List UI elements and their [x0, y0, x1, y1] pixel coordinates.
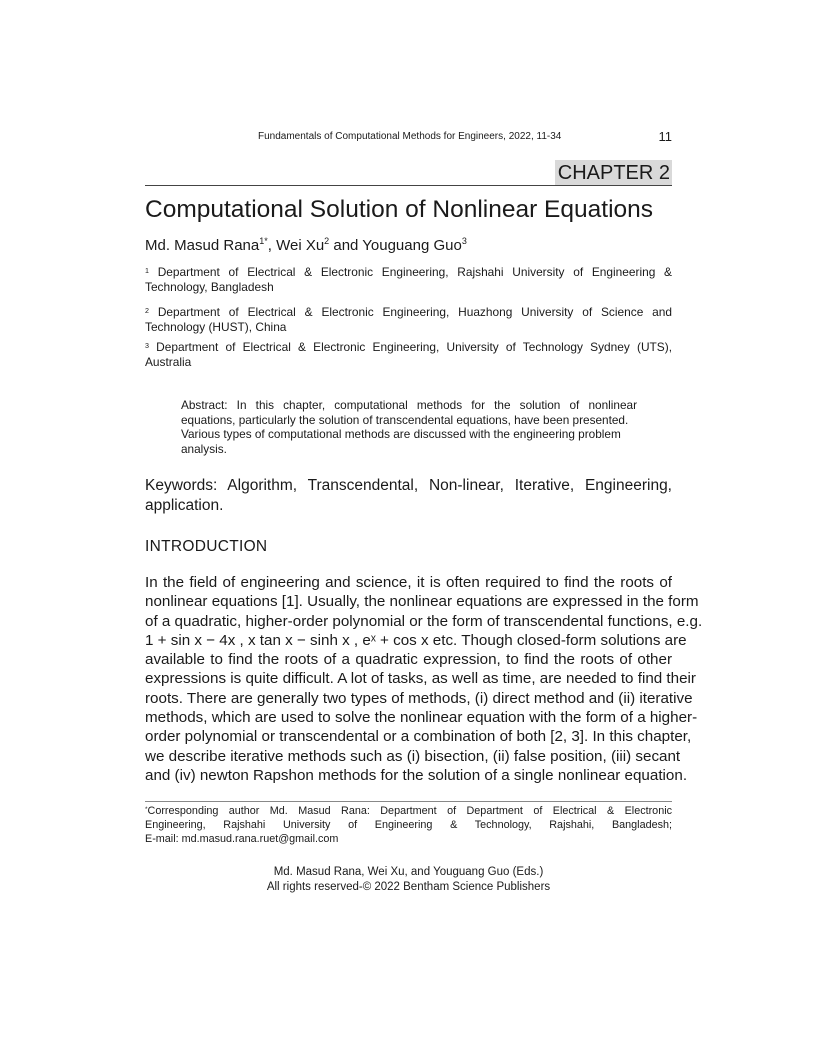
body-line: nonlinear equations [1]. Usually, the nonlinear equations are expressed in the form: [145, 593, 699, 611]
author-sup: 3: [461, 236, 467, 246]
abstract-line: Various types of computational methods are discussed with the engineering problem: [181, 427, 621, 441]
rights-line: All rights reserved-© 2022 Bentham Science Publishers: [266, 881, 551, 893]
footnote-line: E-mail: md.masud.rana.ruet@gmail.com: [145, 833, 339, 845]
publisher-footer: [145, 865, 672, 895]
author-name: Wei Xu: [276, 237, 325, 254]
header-rule: [145, 185, 672, 186]
keywords: [145, 476, 672, 516]
affiliation-sup: 3: [145, 342, 149, 350]
abstract: [181, 398, 637, 456]
body-paragraph: [145, 573, 703, 785]
body-line: order polynomial or transcendental or a combination of both [2, 3]. In this chapter,: [145, 728, 692, 746]
body-line: we describe iterative methods such as (i) bisection, (ii) false position, (iii) secant: [145, 747, 681, 765]
body-line: of a quadratic, higher-order polynomial or the form of transcendental functions, e.g.: [145, 612, 703, 630]
abstract-line: analysis.: [181, 441, 227, 456]
body-line: and (iv) newton Rapshon methods for the solution of a single nonlinear equation.: [145, 766, 688, 784]
affiliation-text: Technology (HUST), China: [145, 320, 287, 334]
footnote: [145, 804, 672, 846]
abstract-line: equations, particularly the solution of transcendental equations, have been presented.: [181, 412, 629, 427]
footnote-mark: *: [145, 806, 148, 813]
footnote-line: Corresponding author Md. Masud Rana: Department of Department of Electrical & Electronic: [147, 805, 672, 817]
affiliation-sup: 1: [145, 267, 149, 275]
affiliation-text: Department of Electrical & Electronic Engineering, University of Technology Sydney (UTS),: [156, 340, 673, 354]
journal-citation: Fundamentals of Computational Methods for Engineers, 2022, 11-34: [258, 131, 562, 142]
body-line: expressions is quite difficult. A lot of tasks, as well as time, are needed to find their: [145, 670, 696, 688]
affiliation-text: Department of Electrical & Electronic Engineering, Huazhong University of Science and: [157, 305, 672, 319]
keywords-line: Keywords: Algorithm, Transcendental, Non-linear, Iterative, Engineering,: [145, 477, 672, 494]
author-name: Youguang Guo: [362, 237, 462, 254]
author-sup: 1*: [259, 236, 268, 246]
editors-line: Md. Masud Rana, Wei Xu, and Youguang Guo (Eds.): [273, 866, 544, 878]
chapter-title: Computational Solution of Nonlinear Equations: [145, 196, 654, 223]
author-sup: 2: [324, 236, 330, 246]
footnote-rule: [145, 801, 672, 802]
body-line: available to find the roots of a quadratic expression, to find the roots of other: [145, 651, 672, 669]
page-number: 11: [658, 129, 672, 144]
body-line: methods, which are used to solve the nonlinear equation with the form of a higher-: [145, 709, 698, 727]
affiliation-1: [145, 265, 672, 295]
body-line: 1 + sin x − 4x , x tan x − sinh x , eˣ + cos x etc. Though closed-form solutions are: [145, 631, 687, 649]
author-list: [145, 237, 467, 254]
keywords-line: application.: [145, 497, 224, 514]
affiliation-2: [145, 305, 672, 335]
footnote-line: Engineering, Rajshahi University of Engineering & Technology, Rajshahi, Bangladesh;: [145, 819, 672, 831]
author-separator: and: [329, 237, 363, 254]
body-line: In the field of engineering and science, it is often required to find the roots of: [145, 574, 672, 591]
abstract-line: Abstract: In this chapter, computational methods for the solution of nonlinear: [181, 398, 637, 412]
affiliation-3: [145, 340, 672, 370]
affiliation-text: Australia: [145, 355, 192, 369]
author-separator: ,: [267, 237, 277, 254]
affiliation-text: Technology, Bangladesh: [145, 280, 274, 294]
affiliation-text: Department of Electrical & Electronic Engineering, Rajshahi University of Engineering &: [157, 265, 672, 279]
body-line: roots. There are generally two types of methods, (i) direct method and (ii) iterative: [145, 689, 693, 707]
chapter-label: CHAPTER 2: [555, 160, 672, 185]
author-name: Md. Masud Rana: [145, 237, 260, 254]
affiliation-sup: 2: [145, 307, 149, 315]
section-heading: INTRODUCTION: [145, 538, 268, 555]
